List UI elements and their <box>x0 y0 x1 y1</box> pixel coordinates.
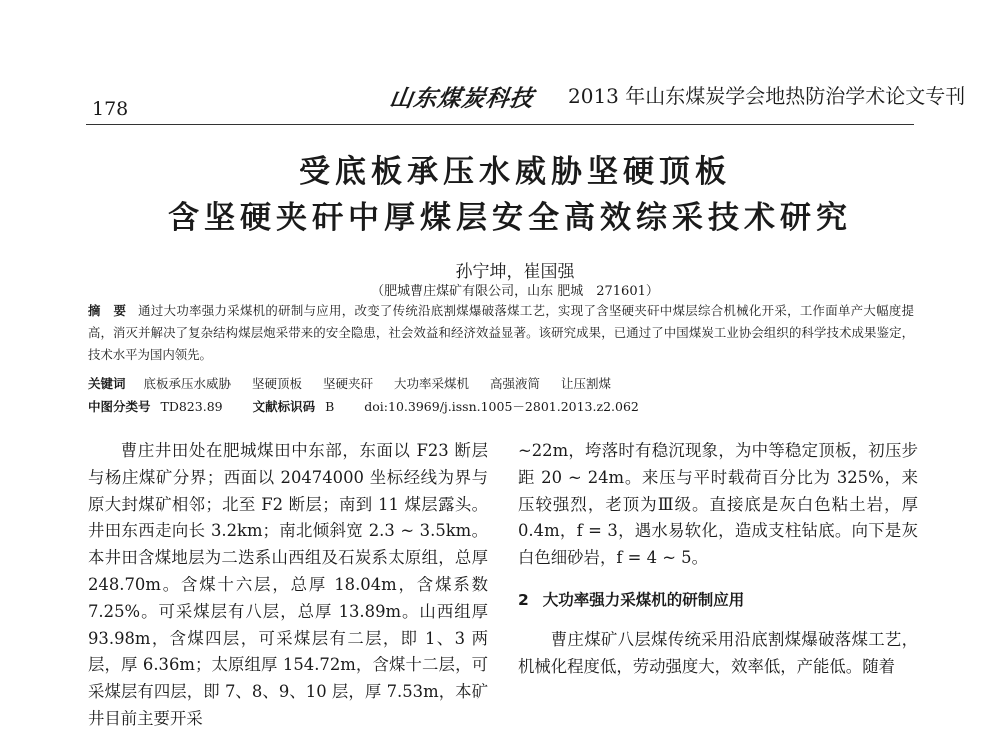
header-rule <box>86 124 914 125</box>
journal-logo: 山东煤炭科技 <box>387 85 536 112</box>
article-title-line-1: 受底板承压水威胁坚硬顶板 <box>299 154 731 190</box>
left-column <box>88 438 488 733</box>
abstract-text: 通过大功率强力采煤机的研制与应用，改变了传统沿底割煤爆破落煤工艺，实现了含坚硬夹矸中煤层综合机械化开采，工作面单产大幅度提高，消灭并解决了复杂结构煤层炮采带来的安全隐患，社会效益和经济效益显著。该研究成果，已通过了中国煤炭工业协会组织的科学技术成果鉴定，技术水平为国内领先。 <box>88 303 914 362</box>
section-title: 大功率强力采煤机的研制应用 <box>542 590 745 609</box>
keyword: 底板承压水威胁 <box>143 376 232 391</box>
article-title-line-2: 含坚硬夹矸中厚煤层安全高效综采技术研究 <box>168 200 852 236</box>
clc-label: 中图分类号 <box>88 399 151 414</box>
body-paragraph: 曹庄煤矿八层煤传统采用沿底割煤爆破落煤工艺，机械化程度低，劳动强度大，效率低，产能低。随着 <box>518 629 918 676</box>
body-paragraph: 曹庄井田处在肥城煤田中东部，东面以 F23 断层与杨庄煤矿分界；西面以 20474000 坐标经线为界与原大封煤矿相邻；北至 F2 断层；南到 11 煤层露头。井田东西走向长 3.2km；南北倾斜宽 2.3 ~ 3.5km。本井田含煤地层为二迭系山西组及石炭系太原组，总厚 248.70m。含煤十六层，总厚 18.04m，含煤系数 7.25%。可采煤层有八层，总厚 13.89m。山西组厚 93.98m，含煤四层，可采煤层有二层，即 1、3 两层，厚 6.36m；太原组厚 154.72m，含煤十二层，可采煤层有四层，即 7、8、9、10 层，厚 7.53m，本矿井目前主要开采 <box>88 441 488 728</box>
keyword: 高强液简 <box>490 376 541 391</box>
section-heading <box>518 587 918 614</box>
right-column <box>518 438 918 680</box>
keywords <box>88 374 628 392</box>
page-number: 178 <box>92 98 129 120</box>
abstract-label: 摘 要 <box>88 303 127 318</box>
classification-line <box>88 397 639 415</box>
keyword: 坚硬顶板 <box>252 376 303 391</box>
issue-title: 2013 年山东煤炭学会地热防治学术论文专刊 <box>568 84 966 108</box>
doc-code-value: B <box>325 399 335 414</box>
keyword: 大功率采煤机 <box>394 376 470 391</box>
doi: doi:10.3969/j.issn.1005－2801.2013.z2.062 <box>364 399 639 414</box>
affiliation: （肥城曹庄煤矿有限公司，山东 肥城 271601） <box>371 284 659 299</box>
authors: 孙宁坤，崔国强 <box>455 262 575 282</box>
section-number: 2 <box>518 590 529 609</box>
abstract <box>88 300 914 366</box>
doc-code-label: 文献标识码 <box>252 399 316 414</box>
clc-value: TD823.89 <box>160 399 223 414</box>
keyword: 坚硬夹矸 <box>323 376 374 391</box>
keyword: 让压割煤 <box>561 376 612 391</box>
body-paragraph: ~22m，垮落时有稳沉现象，为中等稳定顶板，初压步距 20 ~ 24m。来压与平时载荷百分比为 325%，来压较强烈，老顶为Ⅲ级。直接底是灰白色粘土岩，厚 0.4m，f = 3，遇水易软化，造成支柱钻底。向下是灰白色细砂岩，f = 4 ~ 5。 <box>518 441 918 568</box>
keywords-label: 关键词 <box>88 376 126 391</box>
